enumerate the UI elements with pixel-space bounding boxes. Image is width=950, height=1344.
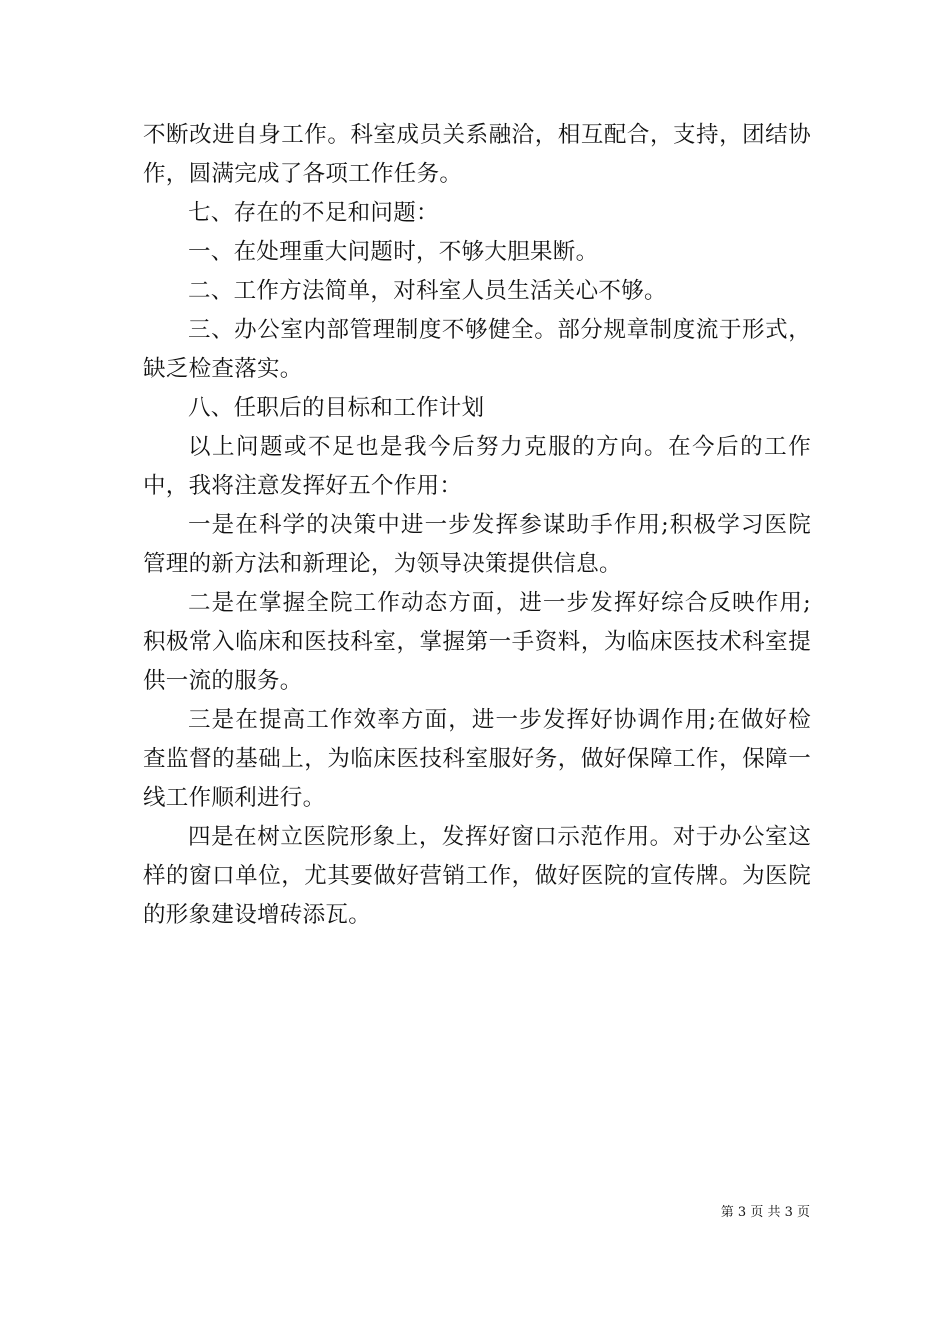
shortcoming-item-2: 二、工作方法简单，对科室人员生活关心不够。	[188, 278, 667, 304]
shortcoming-item-1: 一、在处理重大问题时，不够大胆果断。	[188, 239, 599, 265]
section-heading-shortcomings: 七、存在的不足和问题：	[188, 200, 439, 226]
document-body	[143, 116, 811, 935]
shortcoming-item-3: 三、办公室内部管理制度不够健全。部分规章制度流于形式，缺乏检查落实。	[143, 317, 811, 382]
section-heading-goals: 八、任职后的目标和工作计划	[188, 395, 485, 421]
goal-item-2: 二是在掌握全院工作动态方面，进一步发挥好综合反映作用;积极常入临床和医技科室，掌握第一手资料，为临床医技术科室提供一流的服务。	[143, 590, 811, 694]
goals-intro-paragraph: 以上问题或不足也是我今后努力克服的方向。在今后的工作中，我将注意发挥好五个作用：	[143, 434, 811, 499]
goal-item-1: 一是在科学的决策中进一步发挥参谋助手作用;积极学习医院管理的新方法和新理论，为领导决策提供信息。	[143, 512, 811, 577]
page-number-footer: 第 3 页 共 3 页	[720, 1205, 810, 1220]
paragraph-continuation: 不断改进自身工作。科室成员关系融洽，相互配合，支持，团结协作，圆满完成了各项工作任务。	[143, 122, 811, 187]
goal-item-3: 三是在提高工作效率方面，进一步发挥好协调作用;在做好检查监督的基础上，为临床医技科室服好务，做好保障工作，保障一线工作顺利进行。	[143, 707, 811, 811]
goal-item-4: 四是在树立医院形象上，发挥好窗口示范作用。对于办公室这样的窗口单位，尤其要做好营销工作，做好医院的宣传牌。为医院的形象建设增砖添瓦。	[143, 824, 811, 928]
